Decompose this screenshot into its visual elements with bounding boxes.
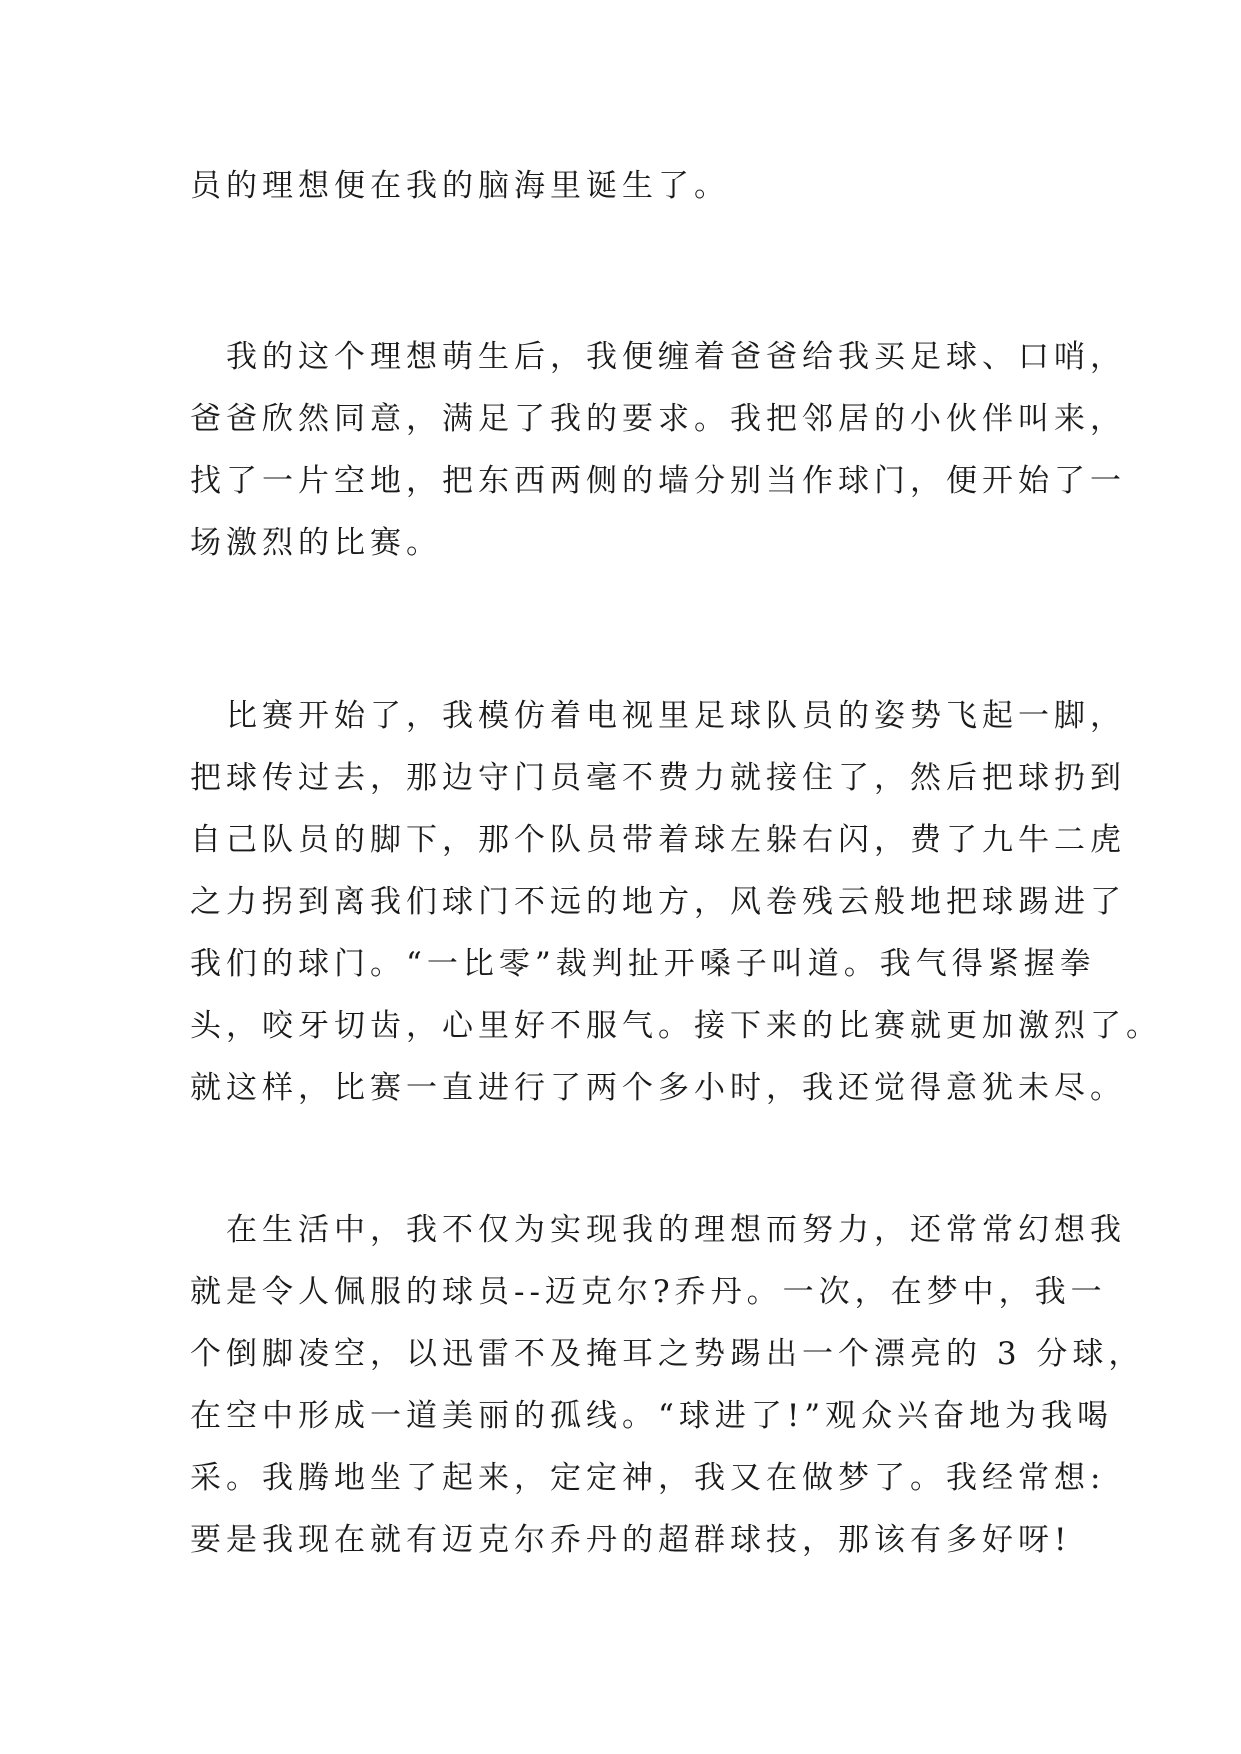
text-line: 在空中形成一道美丽的孤线。“球进了!”观众兴奋地为我喝 bbox=[190, 1398, 1114, 1434]
text-line: 自己队员的脚下，那个队员带着球左躲右闪，费了九牛二虎 bbox=[190, 822, 1126, 858]
paragraph-3 bbox=[190, 685, 1162, 1119]
text-line: 把球传过去，那边守门员毫不费力就接住了，然后把球扔到 bbox=[190, 760, 1126, 796]
text-line: 个倒脚凌空，以迅雷不及掩耳之势踢出一个漂亮的 3 分球， bbox=[190, 1336, 1145, 1372]
text-line: 场激烈的比赛。 bbox=[190, 525, 442, 561]
text-line: 就是令人佩服的球员--迈克尔?乔丹。一次，在梦中，我一 bbox=[190, 1274, 1107, 1310]
text-line: 采。我腾地坐了起来，定定神，我又在做梦了。我经常想: bbox=[190, 1460, 1106, 1496]
text-line: 就这样，比赛一直进行了两个多小时，我还觉得意犹未尽。 bbox=[190, 1070, 1126, 1106]
paragraph-2 bbox=[190, 326, 1126, 574]
text-line: 之力拐到离我们球门不远的地方，风卷残云般地把球踢进了 bbox=[190, 884, 1126, 920]
text-line: 头，咬牙切齿，心里好不服气。接下来的比赛就更加激烈了。 bbox=[190, 1008, 1162, 1044]
text-line: 比赛开始了，我模仿着电视里足球队员的姿势飞起一脚， bbox=[190, 698, 1126, 734]
text-line: 要是我现在就有迈克尔乔丹的超群球技，那该有多好呀! bbox=[190, 1522, 1072, 1558]
paragraph-4 bbox=[190, 1199, 1145, 1571]
paragraph-1 bbox=[190, 155, 1070, 217]
text-line: 我的这个理想萌生后，我便缠着爸爸给我买足球、口哨， bbox=[190, 339, 1126, 375]
text-line: 找了一片空地，把东西两侧的墙分别当作球门，便开始了一 bbox=[190, 463, 1126, 499]
text-line: 爸爸欣然同意，满足了我的要求。我把邻居的小伙伴叫来， bbox=[190, 401, 1126, 437]
text-line: 我们的球门。“一比零”裁判扯开嗓子叫道。我气得紧握拳 bbox=[190, 946, 1096, 982]
text-line: 在生活中，我不仅为实现我的理想而努力，还常常幻想我 bbox=[190, 1212, 1126, 1248]
text-line: 员的理想便在我的脑海里诞生了。 bbox=[190, 168, 730, 204]
